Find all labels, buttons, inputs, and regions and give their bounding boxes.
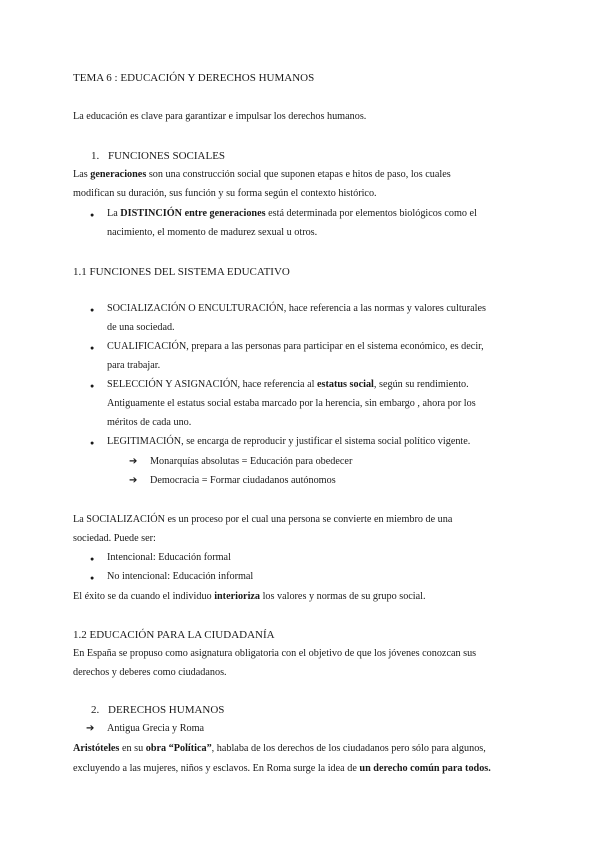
exito-paragraph [73, 590, 426, 604]
text: excluyendo a las mujeres, niños y esclavos. En Roma surge la idea de [73, 763, 360, 774]
distincion-bullet-line-2: nacimiento, el momento de madurez sexual u otros. [107, 227, 318, 238]
text: en su [119, 743, 146, 754]
bold-term: generaciones [90, 169, 147, 180]
cualificacion-bullet-line-1: ● CUALIFICACIÓN, prepara a las personas para participar en el sistema económico, es decir, [107, 340, 484, 354]
intro-paragraph: La educación es clave para garantizar e impulsar los derechos humanos. [73, 111, 367, 122]
text: son una construcción social que suponen etapas e hitos de paso, los cuales [146, 169, 451, 180]
bold-term: entre generaciones [182, 208, 266, 219]
socializacion-paragraph-line-2: sociedad. Puede ser: [73, 533, 156, 544]
section-1-title: FUNCIONES SOCIALES [108, 150, 226, 162]
seleccion-bullet-line-2: Antiguamente el estatus social estaba marcado por la herencia, sin embargo , ahora por los [107, 398, 476, 409]
bold-term: DISTINCIÓN [120, 208, 183, 219]
text: El éxito se da cuando el individuo [73, 591, 215, 602]
generaciones-paragraph-line-1 [73, 168, 451, 182]
arrow-right-icon: ➔ [129, 456, 138, 467]
bold-term: estatus social [317, 379, 374, 390]
document-title: TEMA 6 : EDUCACIÓN Y DERECHOS HUMANOS [73, 72, 315, 84]
legitimacion-bullet-line-1: ● LEGITIMACIÓN, se encarga de reproducir y justificar el sistema social político vigente. [107, 435, 470, 449]
socializacion-bullet-line-2: de una sociedad. [107, 322, 175, 333]
text: La [107, 208, 121, 219]
text: , según su rendimiento. [373, 379, 469, 390]
text: Antigua Grecia y Roma [107, 723, 205, 734]
bold-term: un derecho común para todos. [359, 763, 491, 774]
ciudadania-paragraph-line-1: En España se propuso como asignatura obligatoria con el objetivo de que los jóvenes conozcan sus [73, 648, 477, 659]
bold-term: interioriza [214, 591, 261, 602]
aristoteles-paragraph-line-1 [73, 742, 486, 756]
cualificacion-bullet-line-2: para trabajar. [107, 360, 161, 371]
section-1-number: 1. [91, 150, 100, 162]
section-1-1-heading: 1.1 FUNCIONES DEL SISTEMA EDUCATIVO [73, 266, 290, 278]
text: está determinada por elementos biológicos como el [265, 208, 477, 219]
socializacion-paragraph-line-1: La SOCIALIZACIÓN es un proceso por el cual una persona se convierte en miembro de una [73, 514, 453, 525]
arrow-item-democracia [129, 474, 336, 488]
ciudadania-paragraph-line-2: derechos y deberes como ciudadanos. [73, 667, 227, 678]
section-1-2-heading: 1.2 EDUCACIÓN PARA LA CIUDADANÍA [73, 629, 275, 641]
text: los valores y normas de su grupo social. [260, 591, 426, 602]
section-2-heading [91, 703, 224, 717]
seleccion-bullet-line-1 [107, 378, 469, 392]
section-1-heading [91, 149, 225, 163]
text: Las [73, 169, 91, 180]
text: Monarquías absolutas = Educación para obedecer [150, 456, 353, 467]
arrow-item-grecia-roma [86, 722, 205, 736]
arrow-right-icon: ➔ [129, 475, 138, 486]
bold-term: obra “Política” [145, 743, 212, 754]
distincion-bullet-line-1 [107, 207, 477, 221]
text: , hablaba de los derechos de los ciudadanos pero sólo para algunos, [211, 743, 486, 754]
bold-term: Aristóteles [73, 743, 120, 754]
seleccion-bullet-line-3: méritos de cada uno. [107, 417, 192, 428]
text: Democracia = Formar ciudadanos autónomos [150, 475, 336, 486]
arrow-item-monarquias [129, 455, 353, 469]
arrow-right-icon: ➔ [86, 723, 95, 734]
section-2-title: DERECHOS HUMANOS [108, 704, 225, 716]
text: SELECCIÓN Y ASIGNACIÓN, hace referencia al [107, 379, 318, 390]
no-intencional-bullet: ● No intencional: Educación informal [107, 570, 253, 584]
aristoteles-paragraph-line-2 [73, 762, 491, 776]
section-2-number: 2. [91, 704, 100, 716]
intencional-bullet: ● Intencional: Educación formal [107, 551, 231, 565]
generaciones-paragraph-line-2: modifican su duración, sus función y su forma según el contexto histórico. [73, 188, 377, 199]
socializacion-bullet-line-1: ● SOCIALIZACIÓN O ENCULTURACIÓN, hace referencia a las normas y valores culturales [107, 302, 486, 316]
